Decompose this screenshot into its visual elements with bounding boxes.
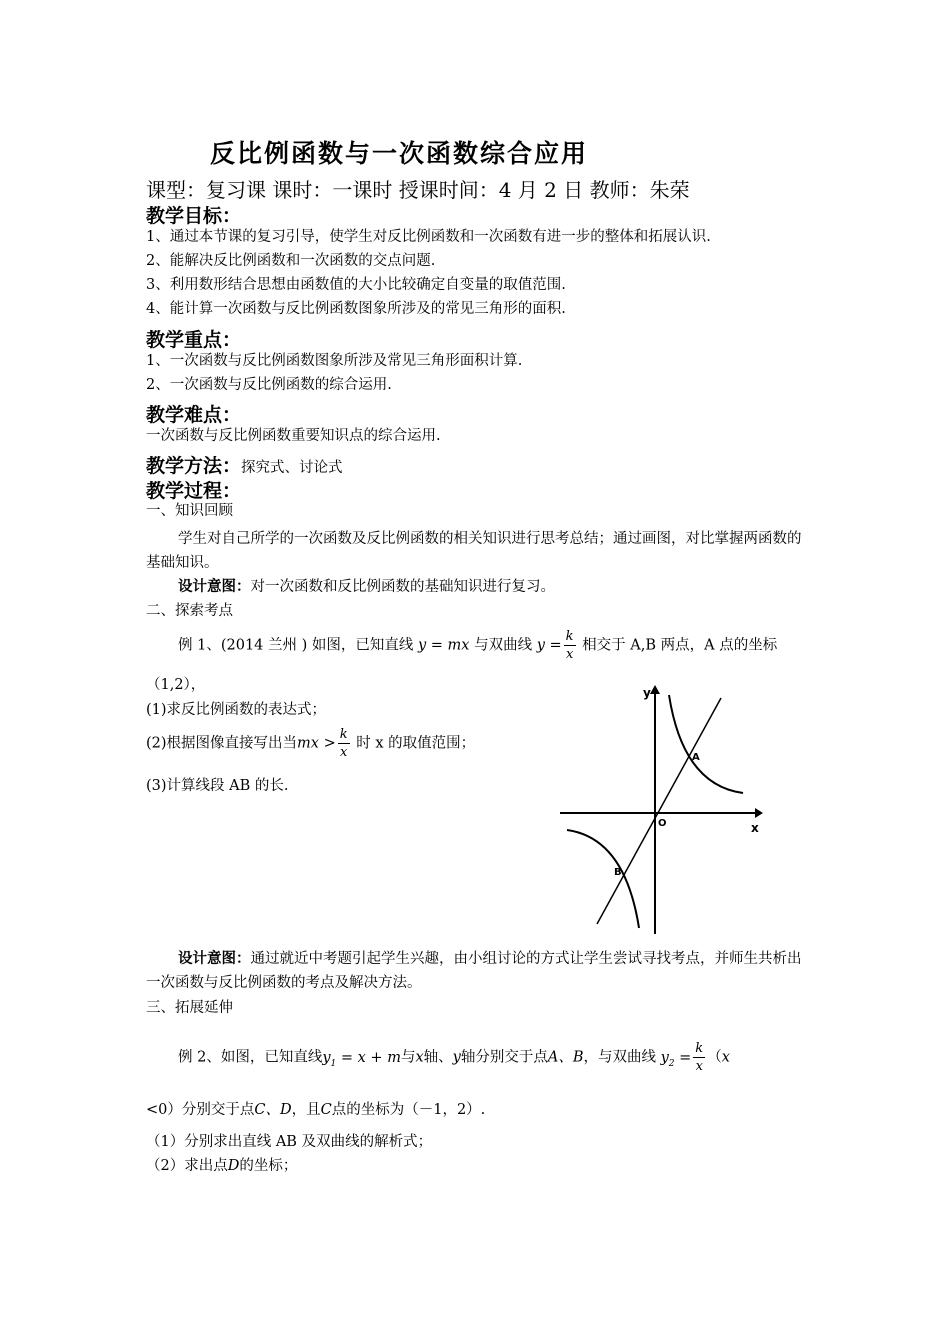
fraction-k-over-x: $\frac{k}{x}$	[339, 727, 348, 760]
design-note-2	[146, 947, 810, 995]
design-text: 通过就近中考题引起学生兴趣，由小组讨论的方式让学生尝试寻找考点，并师生共析出一次函数与反比例函数的考点及解决方法。	[146, 951, 802, 991]
point-a-label: A	[692, 752, 700, 763]
objective-item: 4、能计算一次函数与反比例函数图象所涉及的常见三角形的面积.	[146, 301, 566, 317]
method-line	[146, 451, 343, 478]
y-axis-arrow	[650, 685, 660, 694]
key-point-item: 2、一次函数与反比例函数的综合运用.	[146, 377, 392, 393]
lesson-meta: 课型：复习课 课时：一课时 授课时间：4 月 2 日 教师：朱荣	[146, 178, 690, 202]
hyperbola-y: y =	[536, 637, 562, 654]
key-points-heading: 教学重点：	[146, 329, 242, 351]
method-heading: 教学方法：	[146, 455, 242, 477]
key-point-item: 1、一次函数与反比例函数图象所涉及常见三角形面积计算.	[146, 353, 523, 369]
objectives-heading: 教学目标：	[146, 205, 242, 227]
fraction-k-over-x: $\frac{k}{x}$	[695, 1041, 704, 1074]
section-3-title: 三、拓展延伸	[146, 1000, 233, 1016]
page-title: 反比例函数与一次函数综合应用	[210, 139, 589, 168]
difficulty-heading: 教学难点：	[146, 404, 242, 426]
design-label: 设计意图：	[178, 950, 251, 967]
fraction-k-over-x: $\frac{k}{x}$	[565, 629, 574, 662]
inequality-expr: mx >	[297, 735, 336, 752]
hyperbola-branch-first-quadrant	[669, 695, 743, 793]
example-1-question-1: (1)求反比例函数的表达式；	[146, 702, 327, 718]
function-graph-figure	[555, 680, 765, 938]
section-1-title: 一、知识回顾	[146, 503, 233, 519]
example-1-coord: （1,2），	[146, 677, 206, 693]
y-axis-label: y	[643, 686, 651, 700]
design-label: 设计意图：	[178, 578, 251, 595]
example-1-mid: 与双曲线	[474, 637, 533, 654]
example-2-question-2: （2）求出点D的坐标；	[146, 1158, 298, 1174]
example-1-prefix: 例 1、(2014 兰州 ) 如图，已知直线	[178, 637, 414, 654]
example-2-stem: 例 2、如图，已知直线$y_1 = x + m$与x轴、y轴分别交于点A、B，与双曲线 $y_2$ = $\frac{k}{x}$ （x	[178, 1041, 730, 1074]
example-1-suffix: 相交于 A,B 两点，A 点的坐标	[582, 637, 778, 654]
line-equation: y = mx	[418, 637, 470, 654]
design-text: 对一次函数和反比例函数的基础知识进行复习。	[250, 579, 555, 595]
objective-item: 1、通过本节课的复习引导，使学生对反比例函数和一次函数有进一步的整体和拓展认识.	[146, 229, 711, 245]
example-2-line-2: <0）分别交于点C、D，且C点的坐标为（－1，2）.	[146, 1102, 486, 1118]
design-note-1	[178, 578, 555, 596]
section-1-text: 学生对自己所学的一次函数及反比例函数的相关知识进行思考总结；通过画图，对比掌握两函数的基础知识。	[146, 531, 802, 571]
difficulty-text: 一次函数与反比例函数重要知识点的综合运用.	[146, 428, 441, 444]
line-y-mx	[597, 698, 721, 924]
method-text: 探究式、讨论式	[241, 460, 343, 476]
x-axis-label: x	[751, 821, 759, 835]
point-b-label: B	[614, 867, 622, 878]
x-axis-arrow	[755, 808, 763, 818]
hyperbola-y2: $y_2$ =	[660, 1049, 692, 1069]
section-2-title: 二、探索考点	[146, 603, 233, 619]
objective-item: 2、能解决反比例函数和一次函数的交点问题.	[146, 253, 436, 269]
example-1-question-2: (2)根据图像直接写出当mx > $\frac{k}{x}$ 时 x 的取值范围；	[146, 727, 476, 760]
example-2-question-1: （1）分别求出直线 AB 及双曲线的解析式；	[146, 1134, 433, 1150]
example-1-question-3: (3)计算线段 AB 的长.	[146, 778, 289, 794]
origin-label: O	[658, 818, 667, 829]
process-heading: 教学过程：	[146, 480, 242, 502]
objective-item: 3、利用数形结合思想由函数值的大小比较确定自变量的取值范围.	[146, 277, 566, 293]
line-y1: $y_1 = x + m$	[322, 1049, 401, 1069]
example-1-stem	[178, 628, 777, 663]
